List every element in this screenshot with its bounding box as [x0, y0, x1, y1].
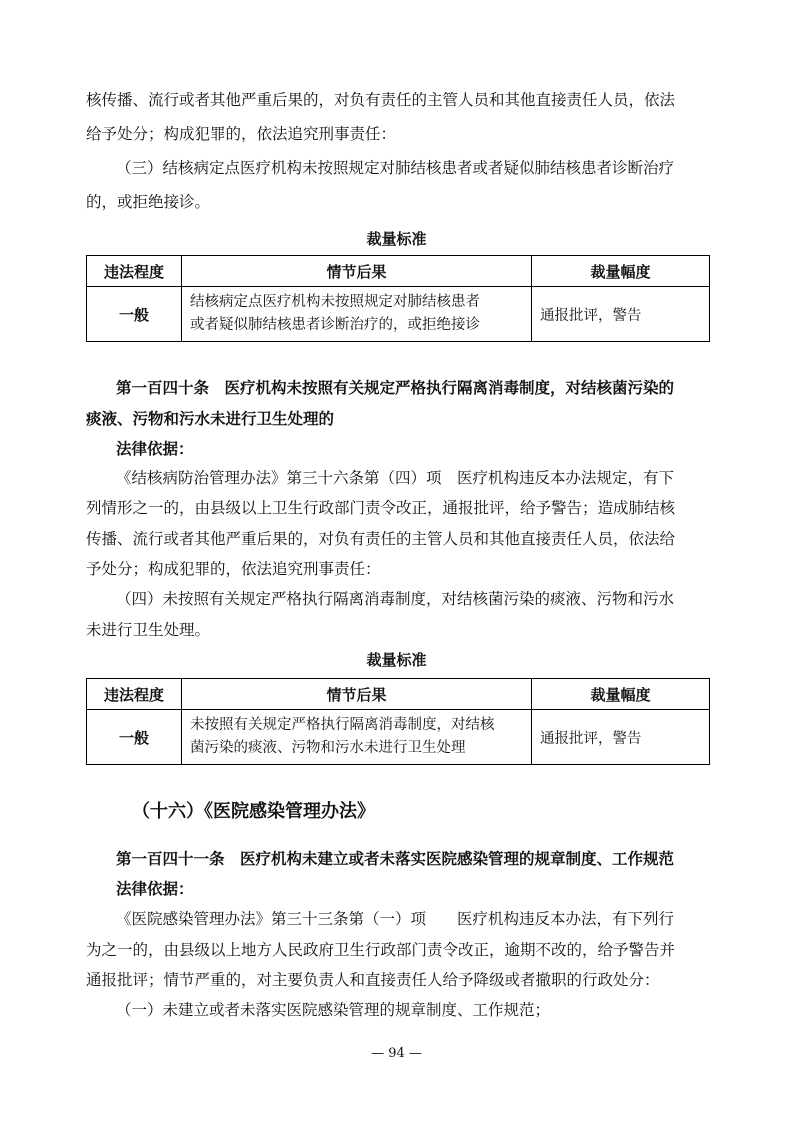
body-text-line: （四）未按照有关规定严格执行隔离消毒制度，对结核菌污染的痰液、污物和污水 [116, 590, 675, 608]
table-header-row [87, 679, 710, 710]
level-cell: 一般 [87, 287, 182, 342]
article-title: 第一百四十一条 医疗机构未建立或者未落实医院感染管理的规章制度、工作规范 [116, 850, 675, 868]
body-text-line: 未进行卫生处理。 [86, 621, 211, 639]
body-text-line: 核传播、流行或者其他严重后果的，对负有责任的主管人员和其他直接责任人员，依法 [86, 91, 676, 109]
level-cell: 一般 [87, 710, 182, 765]
header-cell: 裁量幅度 [532, 256, 710, 287]
body-text-line: 予处分；构成犯罪的，依法追究刑事责任： [86, 560, 381, 578]
header-cell: 违法程度 [87, 256, 182, 287]
body-text-line: 通报批评；情节严重的，对主要负责人和直接责任人给予降级或者撤职的行政处分： [86, 971, 660, 989]
discretion-table [86, 678, 710, 765]
article-title: 痰液、污物和污水未进行卫生处理的 [86, 410, 335, 428]
page-number: — 94 — [371, 1046, 422, 1061]
penalty-cell: 通报批评，警告 [532, 710, 710, 765]
legal-basis-label: 法律依据： [116, 880, 194, 898]
body-text-line: 给予处分；构成犯罪的，依法追究刑事责任： [86, 125, 397, 143]
header-cell: 违法程度 [87, 679, 182, 710]
table-row [87, 287, 710, 342]
discretion-table [86, 255, 710, 342]
body-text-line: 传播、流行或者其他严重后果的，对负有责任的主管人员和其他直接责任人员，依法给 [86, 530, 676, 548]
body-text-line: 列情形之一的，由县级以上卫生行政部门责令改正，通报批评，给予警告；造成肺结核 [86, 499, 676, 517]
body-text-line: （一）未建立或者未落实医院感染管理的规章制度、工作规范； [116, 1001, 551, 1019]
table-caption: 裁量标准 [366, 230, 427, 248]
body-text-line: 的，或拒绝接诊。 [86, 193, 211, 211]
body-text-line: （三）结核病定点医疗机构未按照规定对肺结核患者或者疑似肺结核患者诊断治疗 [116, 159, 675, 177]
body-text-line: 《结核病防治管理办法》第三十六条第（四）项 医疗机构违反本办法规定，有下 [116, 469, 675, 487]
article-title: 第一百四十条 医疗机构未按照有关规定严格执行隔离消毒制度，对结核菌污染的 [116, 379, 675, 397]
table-header-row [87, 256, 710, 287]
legal-basis-label: 法律依据： [116, 440, 194, 458]
consequence-text: 结核病定点医疗机构未按照规定对肺结核患者 [190, 294, 480, 310]
header-cell: 情节后果 [182, 679, 532, 710]
body-text-line: 为之一的，由县级以上地方人民政府卫生行政部门责令改正，逾期不改的，给予警告并 [86, 941, 676, 959]
consequence-cell [182, 287, 532, 342]
consequence-text: 未按照有关规定严格执行隔离消毒制度，对结核 [190, 717, 495, 733]
header-cell: 裁量幅度 [532, 679, 710, 710]
consequence-cell [182, 710, 532, 765]
section-heading: （十六）《医院感染管理办法》 [132, 801, 375, 822]
table-caption: 裁量标准 [366, 651, 427, 669]
header-cell: 情节后果 [182, 256, 532, 287]
consequence-text: 或者疑似肺结核患者诊断治疗的，或拒绝接诊 [190, 317, 480, 333]
table-row [87, 710, 710, 765]
body-text-line: 《医院感染管理办法》第三十三条第（一）项 医疗机构违反本办法，有下列行 [116, 910, 675, 928]
consequence-text: 菌污染的痰液、污物和污水未进行卫生处理 [190, 740, 466, 756]
penalty-cell: 通报批评，警告 [532, 287, 710, 342]
